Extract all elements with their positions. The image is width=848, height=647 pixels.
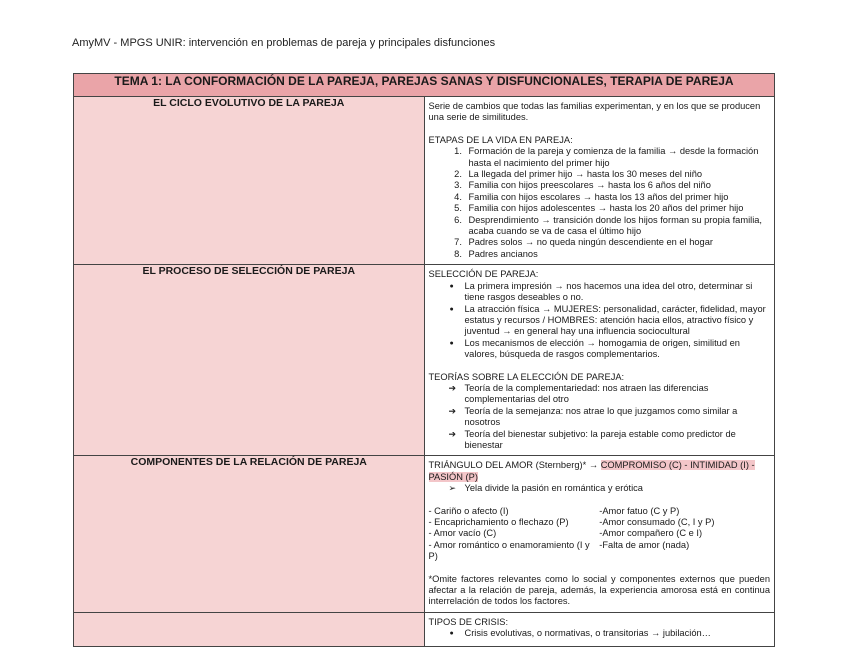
section-content-componentes: [424, 456, 775, 612]
list-item: ● Crisis evolutivas, o normativas, o transitorias → jubilación…: [465, 628, 771, 639]
list-item: 8. Padres ancianos: [465, 249, 771, 260]
section-content-crisis: [424, 612, 775, 646]
table-title: TEMA 1: LA CONFORMACIÓN DE LA PAREJA, PAREJAS SANAS Y DISFUNCIONALES, TERAPIA DE PAREJA: [74, 74, 775, 97]
list-item: ➢ Yela divide la pasión en romántica y erótica: [465, 483, 771, 494]
love-types: [429, 506, 771, 563]
triangulo-highlight: COMPROMISO (C) - INTIMIDAD (I) - PASIÓN (P): [428, 460, 755, 482]
section-label-seleccion: EL PROCESO DE SELECCIÓN DE PAREJA: [74, 265, 425, 456]
section-ciclo-evolutivo: [74, 97, 775, 265]
triangulo-prefix: TRIÁNGULO DEL AMOR (Sternberg)* →: [428, 460, 601, 471]
document-header: AmyMV - MPGS UNIR: intervención en problemas de pareja y principales disfunciones: [72, 37, 496, 49]
list-item: - Amor vacío (C): [428, 528, 497, 539]
seleccion-list: [429, 281, 771, 361]
list-item: - Cariño o afecto (I): [428, 505, 509, 516]
crisis-list: [429, 628, 771, 639]
list-item: - Amor romántico o enamoramiento (I y P): [428, 539, 590, 562]
summary-table: [73, 73, 775, 647]
section-label-ciclo: EL CICLO EVOLUTIVO DE LA PAREJA: [74, 97, 425, 265]
list-item: ➔ Teoría de la complementariedad: nos atraen las diferencias complementarias del otro: [465, 383, 771, 406]
section-componentes: [74, 456, 775, 612]
list-item: 6. Desprendimiento → transición donde los hijos forman su propia familia, acaba cuando se va de casa el último hijo: [465, 215, 771, 238]
stages-title: ETAPAS DE LA VIDA EN PAREJA:: [428, 134, 573, 145]
footnote: *Omite factores relevantes como lo social y componentes externos que pueden afectar a la relación de pareja, además, la experiencia amorosa está en continua interrelación de todos los factores.: [428, 573, 770, 607]
teorias-list: [429, 383, 771, 451]
list-item: ● La primera impresión → nos hacemos una idea del otro, determinar si tiene rasgos deseables o no.: [465, 281, 771, 304]
list-item: -Amor compañero (C e I): [599, 528, 703, 539]
love-types-left: [429, 506, 600, 563]
love-types-right: [599, 506, 770, 563]
seleccion-title: SELECCIÓN DE PAREJA:: [428, 269, 539, 280]
list-item: 2. La llegada del primer hijo → hasta los 30 meses del niño: [465, 169, 771, 180]
list-item: 5. Familia con hijos adolescentes → hasta los 20 años del primer hijo: [465, 203, 771, 214]
list-item: ➔ Teoría de la semejanza: nos atrae lo que juzgamos como similar a nosotros: [465, 406, 771, 429]
list-item: -Amor fatuo (C y P): [599, 505, 680, 516]
section-label-componentes: COMPONENTES DE LA RELACIÓN DE PAREJA: [74, 456, 425, 612]
section-label-crisis: [74, 612, 425, 646]
title-row: [74, 74, 775, 97]
section-content-ciclo: [424, 97, 775, 265]
list-item: ➔ Teoría del bienestar subjetivo: la pareja estable como predictor de bienestar: [465, 429, 771, 452]
stages-list: [429, 146, 771, 260]
list-item: - Encaprichamiento o flechazo (P): [428, 517, 569, 527]
list-item: ● La atracción física → MUJERES: personalidad, carácter, fidelidad, mayor estatus y recursos / HOMBRES: atención hacia ellos, atractivo físico y juventud → en general hay una influencia sociocultural: [465, 304, 771, 338]
list-item: 4. Familia con hijos escolares → hasta los 13 años del primer hijo: [465, 192, 771, 203]
triangulo-line: [429, 460, 771, 483]
section-content-seleccion: [424, 265, 775, 456]
list-item: 7. Padres solos → no queda ningún descendiente en el hogar: [465, 237, 771, 248]
list-item: -Falta de amor (nada): [599, 539, 690, 550]
section-seleccion-pareja: [74, 265, 775, 456]
list-item: 1. Formación de la pareja y comienza de la familia → desde la formación hasta el nacimiento del primer hijo: [465, 146, 771, 169]
list-item: 3. Familia con hijos preescolares → hasta los 6 años del niño: [465, 180, 771, 191]
list-item: -Amor consumado (C, I y P): [599, 517, 715, 527]
list-item: ● Los mecanismos de elección → homogamia de origen, similitud en valores, búsqueda de rasgos complementarios.: [465, 338, 771, 361]
section-crisis: [74, 612, 775, 646]
triangulo-sub-list: [429, 483, 771, 494]
crisis-title: TIPOS DE CRISIS:: [428, 616, 509, 627]
ciclo-intro: Serie de cambios que todas las familias experimentan, y en los que se producen una serie de similitudes.: [428, 101, 761, 123]
teorias-title: TEORÍAS SOBRE LA ELECCIÓN DE PAREJA:: [428, 371, 625, 382]
